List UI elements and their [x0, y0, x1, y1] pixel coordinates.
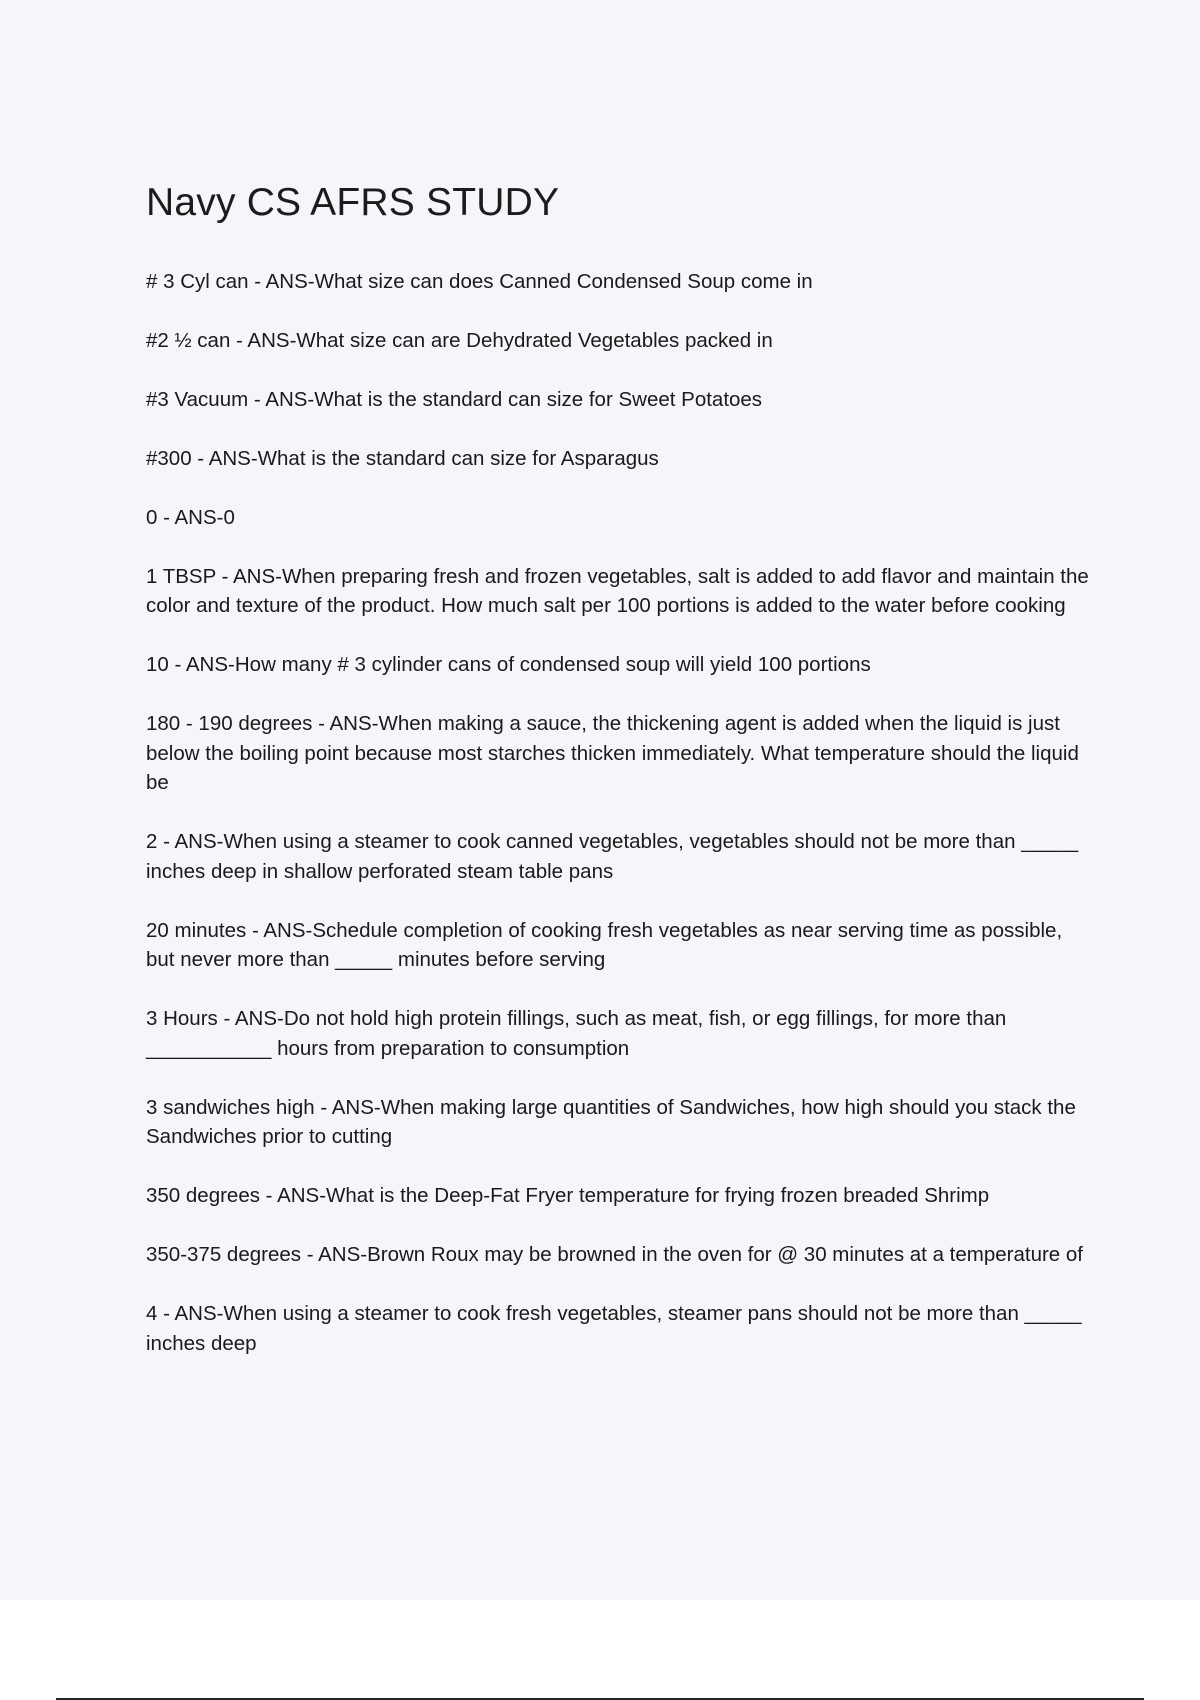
document-title: Navy CS AFRS STUDY	[146, 181, 560, 224]
qa-item: 0 - ANS-0	[146, 505, 235, 529]
qa-item: #3 Vacuum - ANS-What is the standard can size for Sweet Potatoes	[146, 387, 763, 411]
qa-item: 350 degrees - ANS-What is the Deep-Fat Fryer temperature for frying frozen breaded Shrimp	[146, 1184, 990, 1208]
qa-list	[146, 267, 1096, 1359]
qa-item: 10 - ANS-How many # 3 cylinder cans of condensed soup will yield 100 portions	[146, 653, 871, 677]
qa-item: # 3 Cyl can - ANS-What size can does Canned Condensed Soup come in	[146, 269, 813, 293]
qa-item: 350-375 degrees - ANS-Brown Roux may be browned in the oven for @ 30 minutes at a temperature of	[146, 1243, 1083, 1267]
document-content	[146, 180, 1096, 1388]
qa-item: 3 sandwiches high - ANS-When making large quantities of Sandwiches, how high should you stack the Sandwiches prior to cutting	[146, 1095, 1076, 1149]
qa-item: #300 - ANS-What is the standard can size for Asparagus	[146, 446, 659, 470]
qa-item: 20 minutes - ANS-Schedule completion of cooking fresh vegetables as near serving time as possible, but never more than _____ minutes before serving	[146, 918, 1063, 972]
qa-item: 2 - ANS-When using a steamer to cook canned vegetables, vegetables should not be more than _____ inches deep in shallow perforated steam table pans	[146, 830, 1079, 883]
qa-item: 1 TBSP - ANS-When preparing fresh and frozen vegetables, salt is added to add flavor and maintain the color and texture of the product. How much salt per 100 portions is added to the water before cooking	[146, 564, 1089, 618]
qa-item: #2 ½ can - ANS-What size can are Dehydrated Vegetables packed in	[146, 328, 773, 352]
qa-item: 3 Hours - ANS-Do not hold high protein fillings, such as meat, fish, or egg fillings, for more than ___________ hours from preparation to consumption	[146, 1007, 1007, 1060]
qa-item: 180 - 190 degrees - ANS-When making a sauce, the thickening agent is added when the liquid is just below the boiling point because most starches thicken immediately. What temperature should the liquid be	[146, 712, 1079, 795]
qa-item: 4 - ANS-When using a steamer to cook fresh vegetables, steamer pans should not be more than _____ inches deep	[146, 1302, 1082, 1355]
